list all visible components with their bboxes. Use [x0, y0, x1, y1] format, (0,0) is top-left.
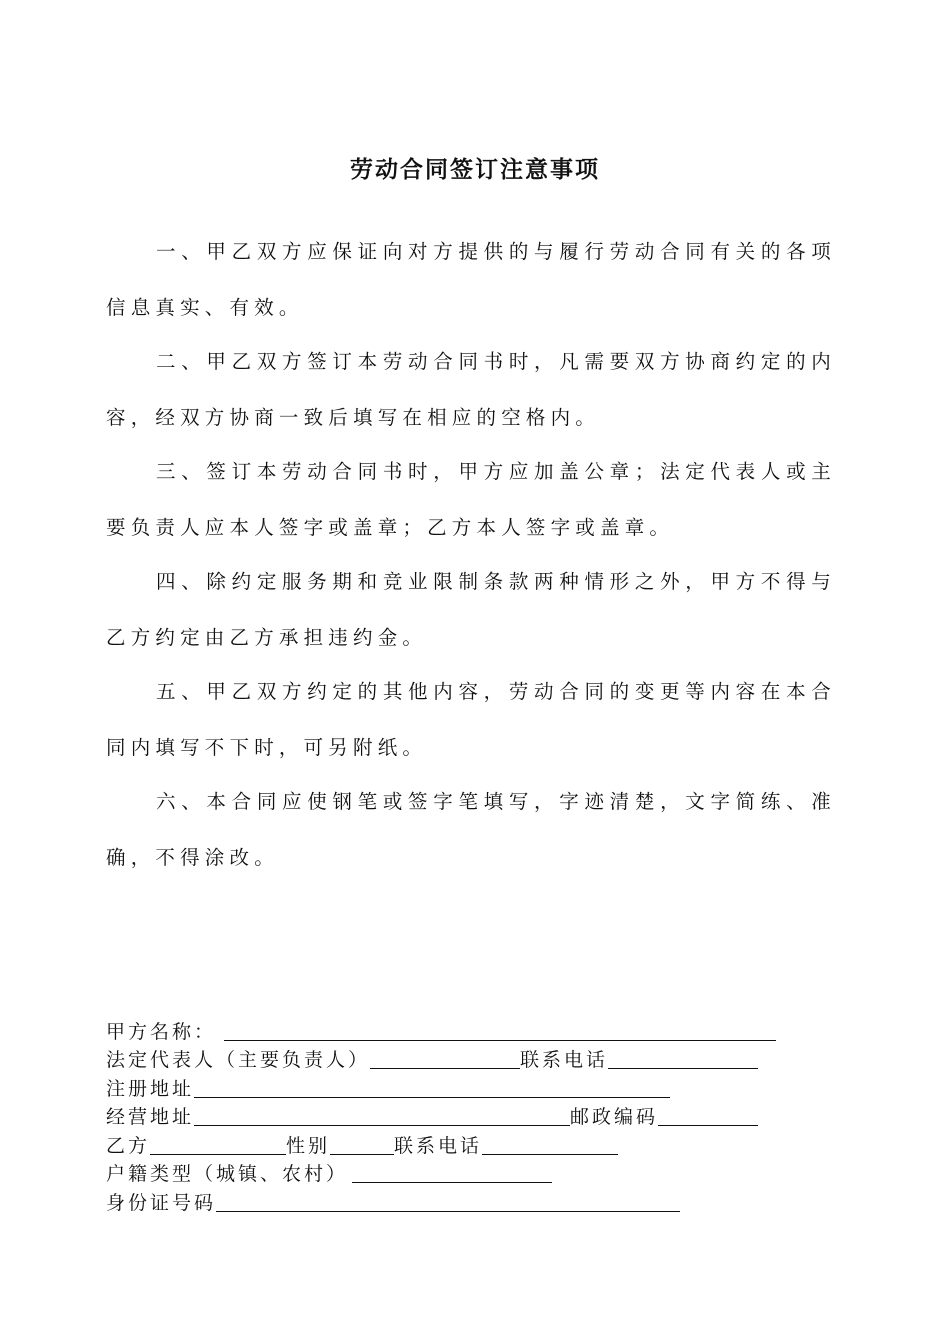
- postcode-label: 邮政编码: [570, 1106, 659, 1128]
- party-b-label: 乙方: [106, 1134, 151, 1157]
- contact-phone-b-blank[interactable]: [482, 1134, 618, 1155]
- notice-item-5: 五、甲乙双方约定的其他内容，劳动合同的变更等内容在本合同内填写不下时，可另附纸。: [106, 680, 836, 759]
- form-row-party-b: [106, 1131, 806, 1160]
- contact-phone-a-label: 联系电话: [520, 1049, 609, 1071]
- contact-phone-b-label: 联系电话: [394, 1134, 483, 1157]
- signature-form: [106, 1017, 806, 1217]
- legal-rep-label: 法定代表人（主要负责人）: [106, 1049, 371, 1071]
- form-row-party-a: [106, 1017, 806, 1046]
- legal-rep-blank[interactable]: [370, 1048, 520, 1069]
- notice-item-3: 三、签订本劳动合同书时，甲方应加盖公章；法定代表人或主要负责人应本人签字或盖章；乙方本人签字或盖章。: [106, 460, 836, 539]
- id-number-label: 身份证号码: [106, 1191, 217, 1214]
- form-row-legal-rep: [106, 1046, 806, 1075]
- reg-address-blank[interactable]: [194, 1077, 670, 1098]
- gender-label: 性别: [286, 1134, 331, 1157]
- party-a-name-blank[interactable]: [224, 1020, 776, 1041]
- household-type-blank[interactable]: [352, 1162, 552, 1183]
- gender-blank[interactable]: [330, 1134, 394, 1155]
- notice-item-1: 一、甲乙双方应保证向对方提供的与履行劳动合同有关的各项信息真实、有效。: [106, 240, 836, 319]
- form-row-biz-address: [106, 1103, 806, 1132]
- household-type-label: 户籍类型（城镇、农村）: [106, 1163, 349, 1185]
- reg-address-label: 注册地址: [106, 1077, 195, 1100]
- biz-address-label: 经营地址: [106, 1106, 195, 1128]
- notice-item-6: 六、本合同应使钢笔或签字笔填写，字迹清楚，文字简练、准确，不得涂改。: [106, 790, 836, 869]
- notice-item-4: 四、除约定服务期和竞业限制条款两种情形之外，甲方不得与乙方约定由乙方承担违约金。: [106, 570, 836, 649]
- party-a-name-label: 甲方名称：: [106, 1020, 217, 1043]
- form-row-reg-address: [106, 1074, 806, 1103]
- form-row-household: [106, 1160, 806, 1189]
- party-b-blank[interactable]: [150, 1134, 286, 1155]
- notice-item-2: 二、甲乙双方签订本劳动合同书时，凡需要双方协商约定的内容，经双方协商一致后填写在相应的空格内。: [106, 350, 836, 429]
- contact-phone-a-blank[interactable]: [608, 1048, 758, 1069]
- form-row-id-number: [106, 1188, 806, 1217]
- id-number-blank[interactable]: [216, 1191, 680, 1212]
- postcode-blank[interactable]: [658, 1105, 758, 1126]
- biz-address-blank[interactable]: [194, 1105, 570, 1126]
- document-title: 劳动合同签订注意事项: [350, 156, 600, 183]
